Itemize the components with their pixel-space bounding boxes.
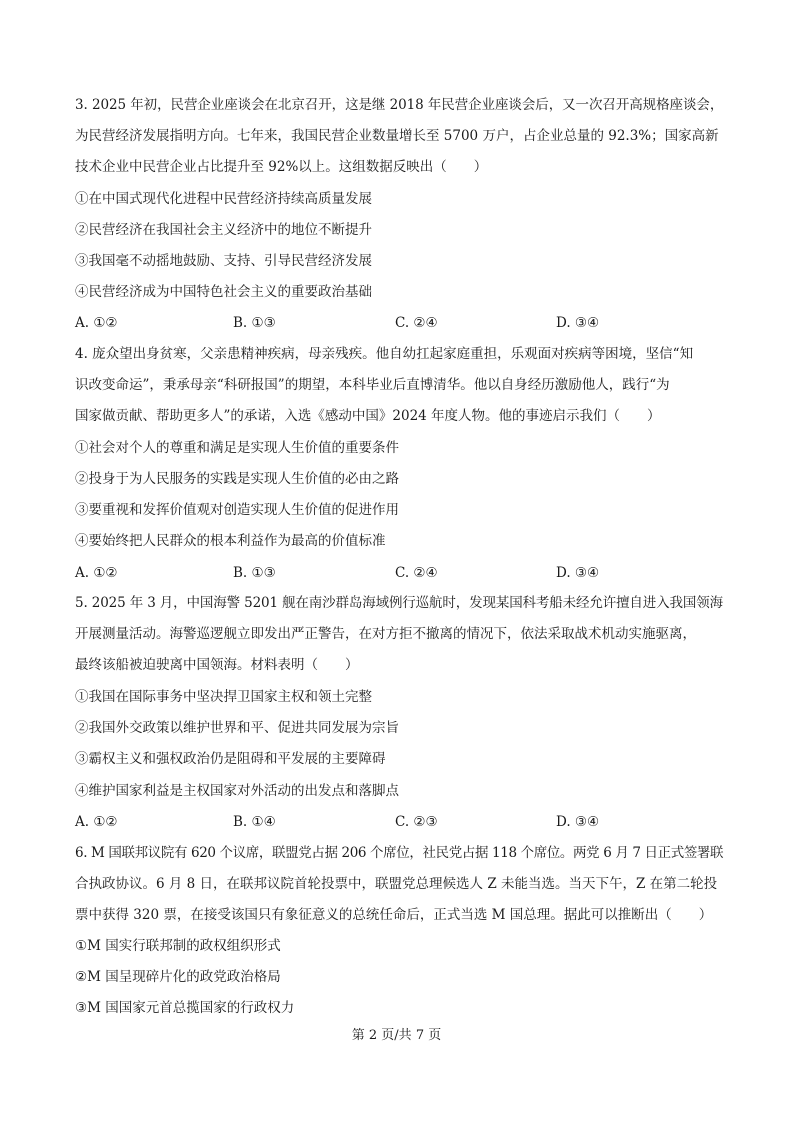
question-5-option-2: ②我国外交政策以维护世界和平、促进共同发展为宗旨 (75, 720, 399, 736)
choice-c: C. ②④ (395, 315, 438, 331)
stem-line: 技术企业中民营企业占比提升至 92%以上。这组数据反映出（ ） (75, 159, 488, 175)
stem-line: 为民营经济发展指明方向。七年来，我国民营企业数量增长至 5700 万户，占企业总量的 92.3%；国家高新 (75, 128, 719, 144)
question-5-stem (75, 588, 723, 681)
question-3-option-3: ③我国毫不动摇地鼓励、支持、引导民营经济发展 (75, 253, 372, 269)
question-4-option-4: ④要始终把人民群众的根本利益作为最高的价值标准 (75, 533, 386, 549)
choice-c: C. ②③ (395, 814, 438, 830)
stem-line: 票中获得 320 票，在接受该国只有象征意义的总统任命后，正式当选 M 国总理。据此可以推断出（ ） (75, 907, 713, 923)
question-6-option-2: ②M 国呈现碎片化的政党政治格局 (75, 969, 281, 985)
question-6-option-3: ③M 国国家元首总揽国家的行政权力 (75, 1000, 295, 1016)
question-3-stem (75, 90, 723, 183)
stem-line: 开展测量活动。海警巡逻舰立即发出严正警告，在对方拒不撤离的情况下，依法采取战术机动实施驱离， (75, 626, 696, 642)
question-3-option-1: ①在中国式现代化进程中民营经济持续高质量发展 (75, 191, 372, 207)
stem-line: 3. 2025 年初，民营企业座谈会在北京召开，这是继 2018 年民营企业座谈会后，又一次召开高规格座谈会， (75, 97, 724, 113)
question-4-stem (75, 339, 723, 432)
question-4-option-3: ③要重视和发挥价值观对创造实现人生价值的促进作用 (75, 502, 399, 518)
question-5-choices (75, 807, 723, 837)
stem-line: 6. M 国联邦议院有 620 个议席，联盟党占据 206 个席位，社民党占据 118 个席位。两党 6 月 7 日正式签署联 (75, 845, 724, 861)
question-4-option-2: ②投身于为人民服务的实践是实现人生价值的必由之路 (75, 471, 399, 487)
stem-line: 最终该船被迫驶离中国领海。材料表明（ ） (75, 657, 359, 673)
question-3-option-4: ④民营经济成为中国特色社会主义的重要政治基础 (75, 284, 372, 300)
choice-d: D. ③④ (556, 565, 600, 581)
choice-d: D. ③④ (556, 814, 600, 830)
choice-a: A. ①② (75, 565, 118, 581)
stem-line: 国家做贡献、帮助更多人”的承诺，入选《感动中国》2024 年度人物。他的事迹启示我们（ ） (75, 408, 661, 424)
choice-b: B. ①③ (233, 315, 276, 331)
choice-b: B. ①④ (233, 814, 276, 830)
question-4-option-1: ①社会对个人的尊重和满足是实现人生价值的重要条件 (75, 440, 399, 456)
choice-c: C. ②④ (395, 565, 438, 581)
question-5-option-1: ①我国在国际事务中坚决捍卫国家主权和领土完整 (75, 689, 372, 705)
choice-d: D. ③④ (556, 315, 600, 331)
question-4-choices (75, 558, 723, 588)
stem-line: 合执政协议。6 月 8 日，在联邦议院首轮投票中，联盟党总理候选人 Z 未能当选。当天下午，Z 在第二轮投 (75, 876, 718, 892)
question-5-option-4: ④维护国家利益是主权国家对外活动的出发点和落脚点 (75, 783, 399, 799)
choice-b: B. ①③ (233, 565, 276, 581)
stem-line: 识改变命运”，秉承母亲“科研报国”的期望，本科毕业后直博清华。他以自身经历激励他人，践行“为 (75, 377, 670, 393)
choice-a: A. ①② (75, 814, 118, 830)
stem-line: 4. 庞众望出身贫寒，父亲患精神疾病，母亲残疾。他自幼扛起家庭重担，乐观面对疾病等困境，坚信“知 (75, 346, 694, 362)
question-3-choices (75, 308, 723, 338)
page-number-footer: 第 2 页/共 7 页 (351, 1028, 442, 1043)
question-3-option-2: ②民营经济在我国社会主义经济中的地位不断提升 (75, 222, 372, 238)
choice-a: A. ①② (75, 315, 118, 331)
question-6-option-1: ①M 国实行联邦制的政权组织形式 (75, 938, 281, 954)
stem-line: 5. 2025 年 3 月，中国海警 5201 舰在南沙群岛海域例行巡航时，发现某国科考船未经允许擅自进入我国领海 (75, 595, 723, 611)
question-6-stem (75, 838, 723, 931)
question-5-option-3: ③霸权主义和强权政治仍是阻碍和平发展的主要障碍 (75, 751, 386, 767)
